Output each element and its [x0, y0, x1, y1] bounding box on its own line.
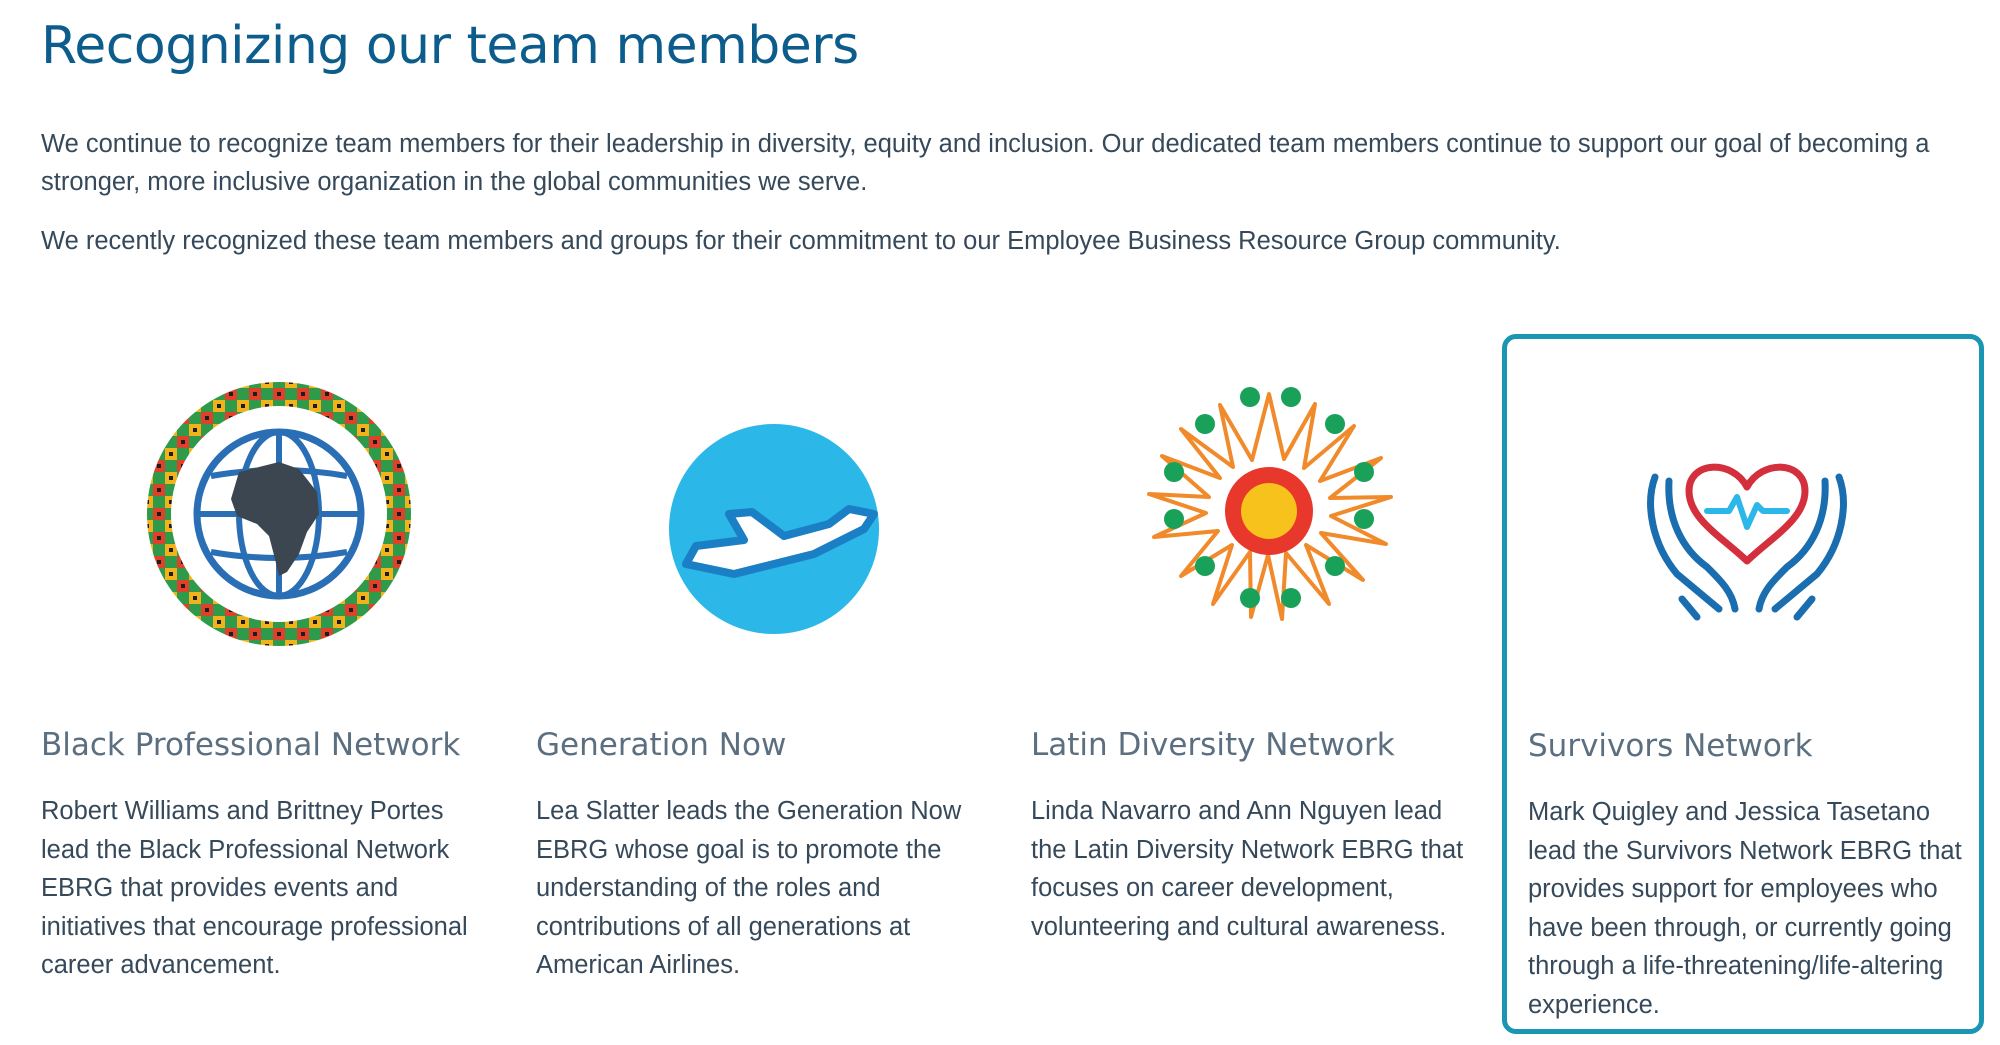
- card-title: Generation Now: [536, 727, 787, 763]
- globe-africa-icon: [129, 364, 429, 664]
- card-description: Linda Navarro and Ann Nguyen lead the Latin Diversity Network EBRG that focuses on career development, volunteering and cultural awareness.: [1031, 797, 1464, 941]
- card-latin-diversity-network[interactable]: [1031, 334, 1501, 1034]
- card-title: Survivors Network: [1528, 728, 1813, 764]
- page-title: Recognizing our team members: [41, 16, 859, 76]
- card-generation-now[interactable]: [536, 334, 1006, 1034]
- card-title: Black Professional Network: [41, 727, 461, 763]
- card-title: Latin Diversity Network: [1031, 727, 1395, 763]
- card-description: Lea Slatter leads the Generation Now EBRG whose goal is to promote the understanding of the roles and contributions of all generations at American Airlines.: [536, 797, 962, 979]
- card-description: Robert Williams and Brittney Portes lead the Black Professional Network EBRG that provides events and initiatives that encourage professional career advancement.: [41, 797, 468, 979]
- intro-paragraph: We continue to recognize team members for their leadership in diversity, equity and inclusion. Our dedicated team members continue to support our goal of becoming a stronger, more inclusive organization in the global communities we serve.: [41, 130, 1930, 196]
- hands-heart-icon: [1597, 369, 1897, 669]
- card-description: Mark Quigley and Jessica Tasetano lead the Survivors Network EBRG that provides support for employees who have been through, or currently going through a life-threatening/life-altering experience.: [1528, 798, 1962, 1019]
- intro-paragraph-2: We recently recognized these team members and groups for their commitment to our Employee Business Resource Group community.: [41, 227, 1561, 255]
- card-black-professional-network[interactable]: [41, 334, 511, 1034]
- sun-star-icon: [1119, 364, 1419, 664]
- card-survivors-network[interactable]: [1502, 334, 1984, 1034]
- airplane-icon: [624, 364, 924, 664]
